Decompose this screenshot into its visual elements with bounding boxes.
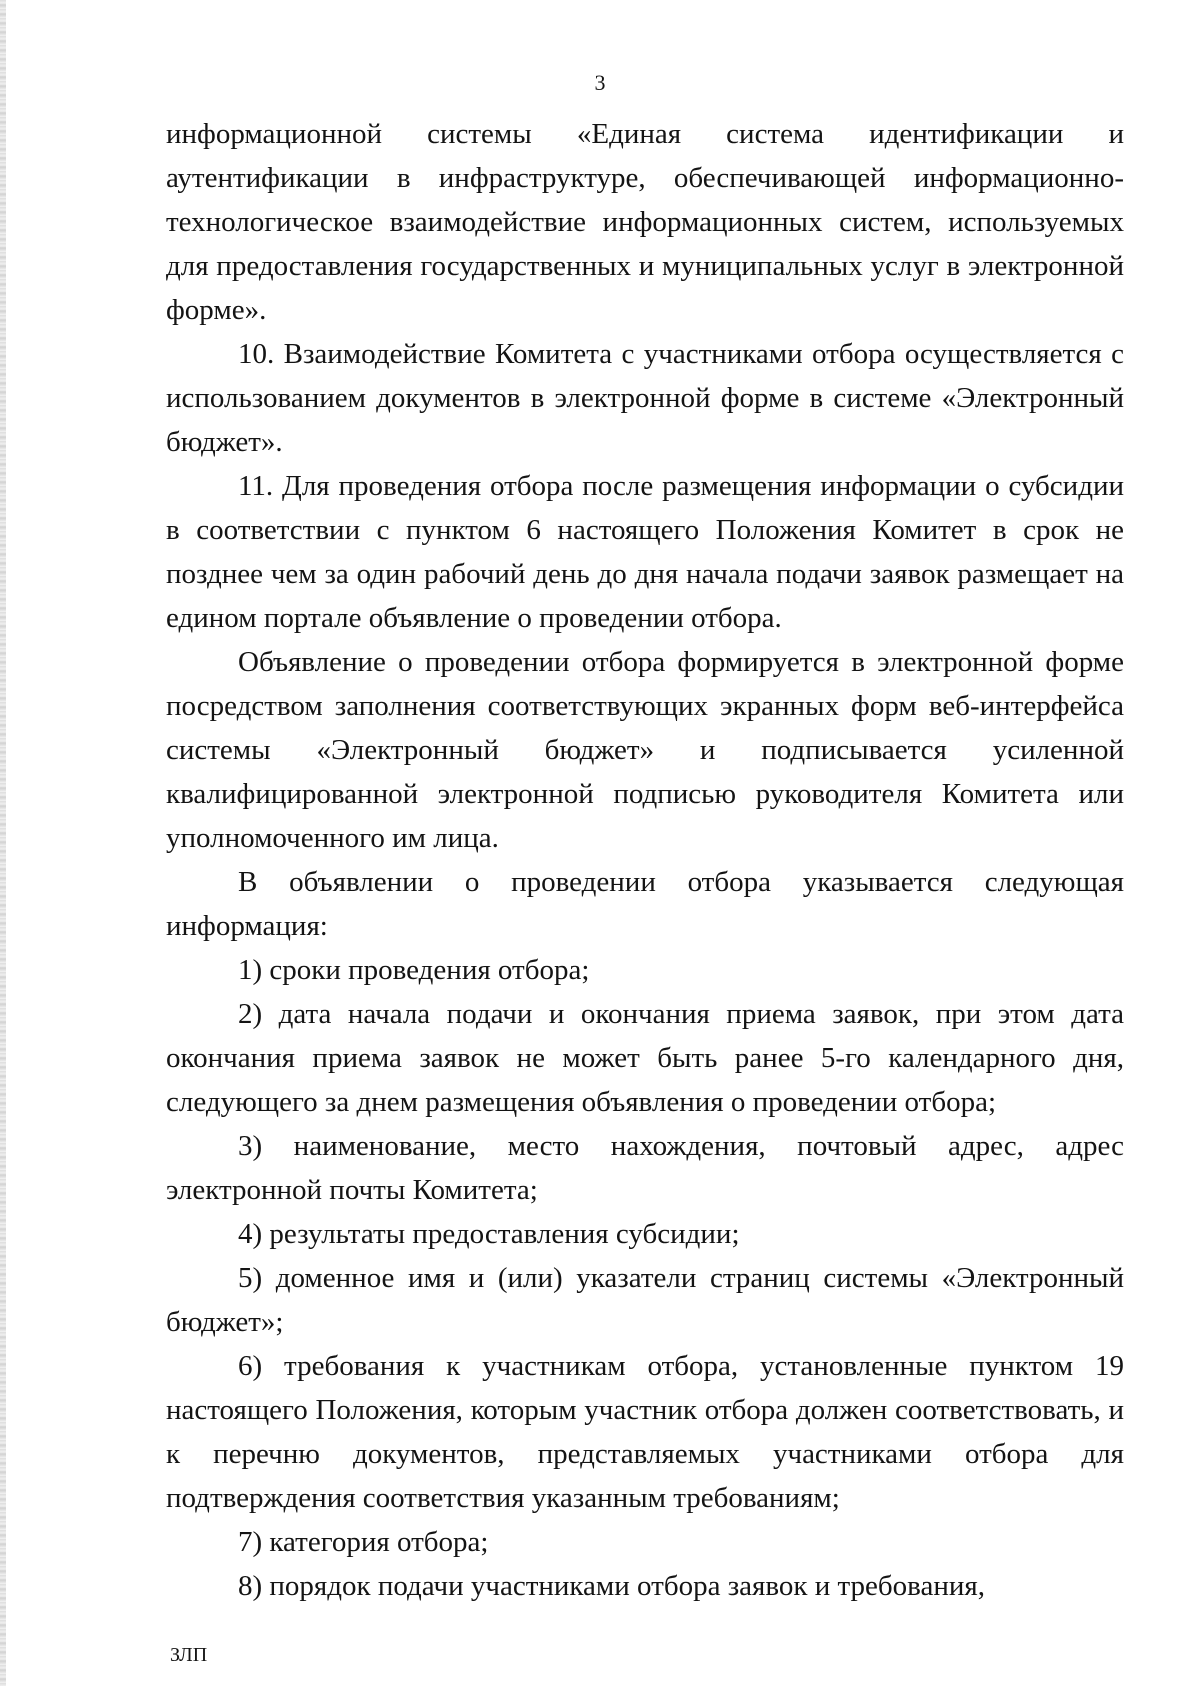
paragraph-continuation: информационной системы «Единая система идентификации и аутентификации в инфраструктуре, обеспечивающей информационно-технологическое взаимодействие информационных систем, используемых для предоставления государственных и муниципальных услуг в электронной форме».: [166, 118, 1124, 326]
paragraph-item-11: 11. Для проведения отбора после размещения информации о субсидии в соответствии с пунктом 6 настоящего Положения Комитет в срок не позднее чем за один рабочий день до дня начала подачи заявок размещает на едином портале объявление о проведении отбора.: [166, 470, 1124, 634]
page-number: 3: [594, 70, 606, 95]
list-item-5: 5) доменное имя и (или) указатели страниц системы «Электронный бюджет»;: [166, 1262, 1124, 1338]
list-item-2: 2) дата начала подачи и окончания приема заявок, при этом дата окончания приема заявок не может быть ранее 5-го календарного дня, следующего за днем размещения объявления о проведении отбора;: [166, 998, 1124, 1118]
document-body: [166, 112, 1124, 1608]
list-item-7: 7) категория отбора;: [238, 1526, 489, 1558]
list-item-3: 3) наименование, место нахождения, почтовый адрес, адрес электронной почты Комитета;: [166, 1130, 1124, 1206]
paragraph-announcement-info: В объявлении о проведении отбора указывается следующая информация:: [166, 866, 1124, 942]
paragraph-announcement-form: Объявление о проведении отбора формируется в электронной форме посредством заполнения соответствующих экранных форм веб-интерфейса системы «Электронный бюджет» и подписывается усиленной квалифицированной электронной подписью руководителя Комитета или уполномоченного им лица.: [166, 646, 1124, 854]
list-item-4: 4) результаты предоставления субсидии;: [238, 1218, 740, 1250]
list-item-8: 8) порядок подачи участниками отбора заявок и требования,: [238, 1570, 985, 1602]
scan-edge-decoration: [0, 0, 6, 1686]
paragraph-item-10: 10. Взаимодействие Комитета с участниками отбора осуществляется с использованием документов в электронной форме в системе «Электронный бюджет».: [166, 338, 1124, 458]
list-item-6: 6) требования к участникам отбора, установленные пунктом 19 настоящего Положения, которым участник отбора должен соответствовать, и к перечню документов, представляемых участниками отбора для подтверждения соответствия указанным требованиям;: [166, 1350, 1124, 1514]
footer-code: ЗЛП: [170, 1644, 208, 1666]
list-item-1: 1) сроки проведения отбора;: [238, 954, 590, 986]
